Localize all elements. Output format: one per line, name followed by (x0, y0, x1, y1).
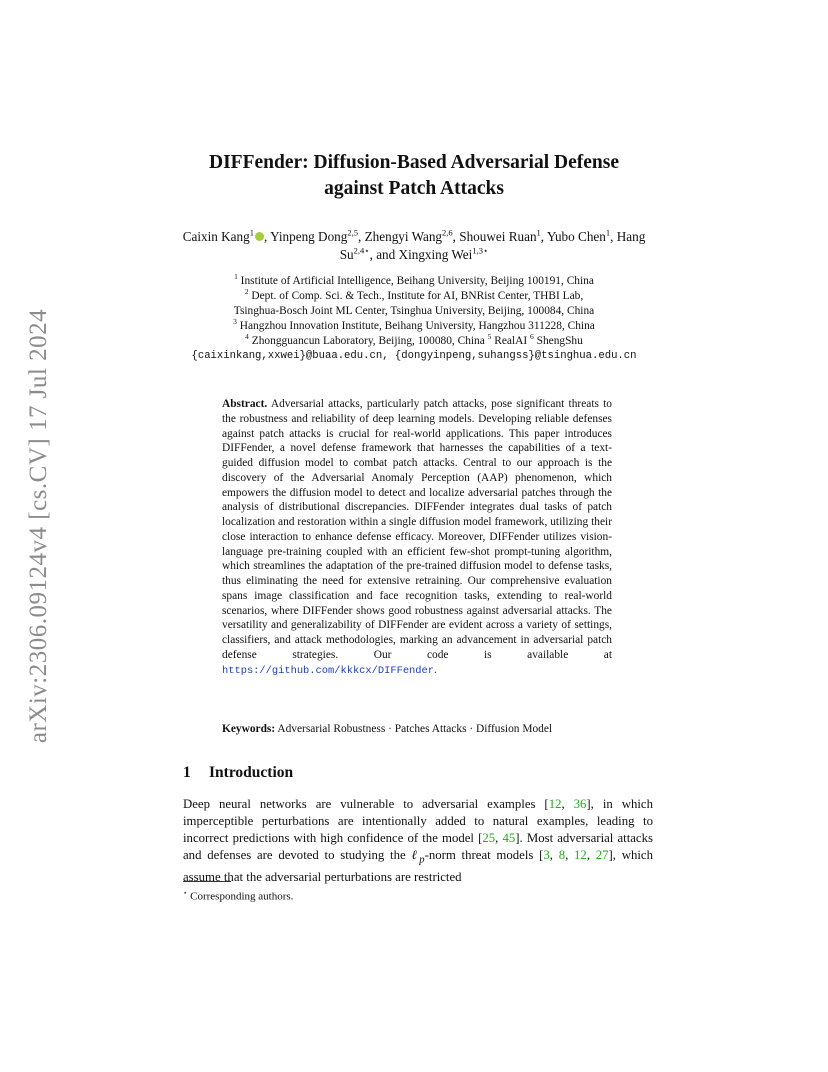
footnote-rule (183, 881, 231, 882)
author-affil-marker: 1,3⋆ (472, 245, 489, 256)
affil-number: 2 (244, 287, 249, 297)
citation-link[interactable]: 45 (502, 831, 516, 846)
author-name: , Yinpeng Dong (263, 229, 348, 244)
intro-text: , (565, 848, 575, 863)
citation-link[interactable]: 36 (573, 797, 587, 811)
affil-number: 5 (487, 332, 492, 342)
author-affil-marker: 2,4⋆ (353, 245, 370, 256)
citation-link[interactable]: 12 (548, 797, 562, 811)
footnote-text: Corresponding authors. (187, 890, 294, 903)
keywords-text: Adversarial Robustness · Patches Attacks · Diffusion Model (275, 723, 553, 735)
citation-link[interactable]: 8 (558, 848, 566, 863)
affiliations (160, 274, 668, 364)
footnote-mark: ⋆ (183, 889, 188, 897)
paper-title (150, 150, 678, 202)
author-list (180, 228, 648, 264)
author-emails[interactable]: {caixinkang,xxwei}@buaa.edu.cn, {dongyinpeng,suhangss}@tsinghua.edu.cn (191, 350, 637, 362)
affil-number: 1 (234, 272, 238, 282)
affil-text: Zhongguancun Laboratory, Beijing, 100080, China (248, 335, 488, 347)
code-repo-link[interactable]: https://github.com/kkkcx/DIFFender (222, 664, 435, 677)
abstract-text: Adversarial attacks, particularly patch attacks, pose significant threats to the robustness and reliability of deep learning models. Developing reliable defenses against patch attacks is crucial for real-world applications. This paper introduces DIFFender, a novel defense framework that harnesses the capabilities of a text-guided diffusion model to combat patch attacks. Central to our approach is the discovery of the Adversarial Anomaly Perception (AAP) phenomenon, which empowers the diffusion model to detect and localize adversarial patches through the analysis of distributional discrepancies. DIFFender integrates dual tasks of patch localization and restoration within a single diffusion model framework, utilizing their close interaction to enhance defense efficacy. Moreover, DIFFender utilizes vision-language pre-training coupled with an efficient few-shot prompt-tuning algorithm, which streamlines the adaptation of the pre-trained diffusion model to defense tasks, thus eliminating the need for extensive retraining. Our comprehensive evaluation spans image classification and face recognition tasks, extending to real-world scenarios, where DIFFender shows good robustness against adversarial attacks. The versatility and generalizability of DIFFender are evident across a variety of settings, classifiers, and attack methodologies, marking an advancement in adversarial patch defense strategies. Our code is available at (222, 398, 612, 661)
section-number: 1 (183, 764, 191, 781)
lp-norm-symbol: ℓ (411, 848, 420, 863)
intro-paragraph (183, 796, 653, 886)
intro-text: -norm threat models [ (424, 848, 544, 863)
author-name: , Zhengyi Wang (358, 229, 443, 244)
arxiv-identifier-stamp (14, 292, 64, 760)
section-title: Introduction (209, 764, 294, 781)
citation-link[interactable]: 27 (595, 848, 609, 863)
intro-text: , (586, 848, 596, 863)
author-name: , Yubo Chen (540, 229, 606, 244)
affil-text: Institute of Artificial Intelligence, Beihang University, Beijing 100191, China (237, 275, 594, 287)
author-affil-marker: 2,6 (442, 227, 453, 238)
author-affil-marker: 2,5 (347, 227, 358, 238)
abstract-end: . (434, 663, 437, 676)
affil-text: ShengShu (533, 335, 583, 347)
affil-text: RealAI (491, 335, 531, 347)
author-name: , and Xingxing Wei (369, 247, 473, 262)
affil-text: Tsinghua-Bosch Joint ML Center, Tsinghua University, Beijing, 100084, China (233, 305, 595, 317)
affiliation-line (160, 319, 668, 334)
intro-text: ], in which imperceptible perturbations are intentionally added to natural examples, leading to incorrect predictions with high confidence of the model [ (183, 797, 653, 846)
keywords-label: Keywords: (222, 723, 276, 735)
author-affil-marker: 1 (605, 227, 611, 238)
citation-link[interactable]: 25 (482, 831, 496, 846)
keywords (222, 722, 622, 737)
affiliation-line (160, 274, 668, 289)
citation-link[interactable]: 12 (574, 848, 587, 863)
intro-text: , (561, 797, 574, 811)
affiliation-line (160, 289, 668, 304)
affil-number: 3 (233, 317, 237, 327)
title-line-2: against Patch Attacks (324, 178, 504, 199)
author-name: Caixin Kang (182, 229, 250, 244)
affil-text: Dept. of Comp. Sci. & Tech., Institute for AI, BNRist Center, THBI Lab, (248, 290, 584, 302)
abstract-label: Abstract. (222, 398, 268, 410)
author-name: , Shouwei Ruan (452, 229, 537, 244)
footnote (183, 886, 583, 904)
orcid-icon[interactable] (255, 232, 264, 241)
section-heading (183, 763, 583, 783)
affil-number: 4 (245, 332, 249, 342)
intro-text: ]. Most adversarial attacks and defenses are devoted to studying the (183, 831, 653, 863)
affil-number: 6 (530, 332, 534, 342)
intro-text: , (495, 831, 503, 846)
affil-text: Hangzhou Innovation Institute, Beihang University, Hangzhou 311228, China (236, 320, 595, 332)
intro-text: ], which assume that the adversarial perturbations are restricted (183, 848, 653, 884)
intro-text: , (549, 848, 559, 863)
intro-text: Deep neural networks are vulnerable to adversarial examples [ (183, 797, 549, 811)
arxiv-id-text: arXiv:2306.09124v4 [cs.CV] 17 Jul 2024 (25, 308, 52, 744)
lp-norm-subscript: p (419, 854, 425, 866)
citation-link[interactable]: 3 (543, 848, 550, 863)
abstract (222, 397, 612, 678)
author-affil-marker: 1 (249, 227, 254, 238)
affiliation-line (160, 334, 668, 349)
author-affil-marker: 1 (536, 227, 541, 238)
title-line-1: DIFFender: Diffusion-Based Adversarial Defense (208, 152, 619, 173)
author-name: , Hang Su (339, 229, 646, 262)
